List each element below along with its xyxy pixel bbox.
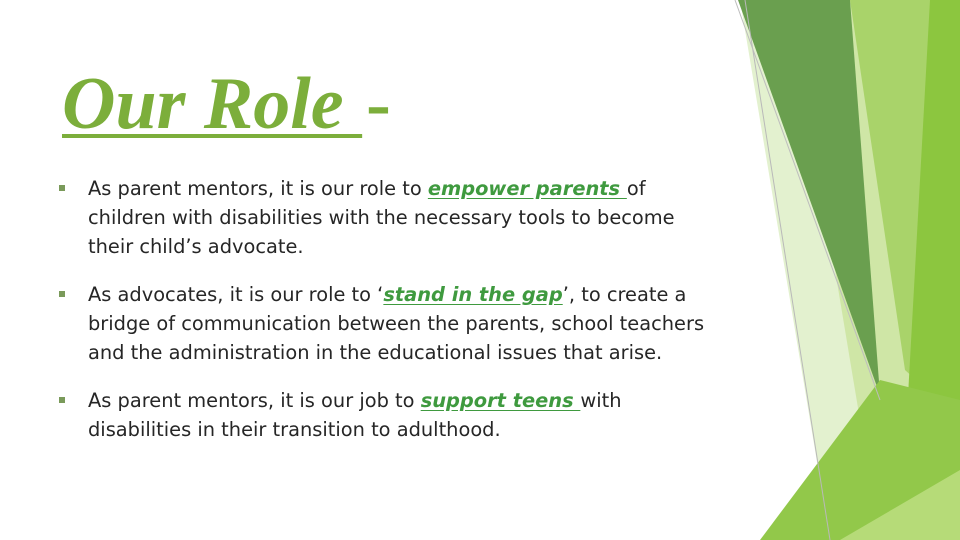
- square-bullet-icon: [59, 397, 65, 403]
- square-bullet-icon: [59, 291, 65, 297]
- bullet-text-before: As advocates, it is our role to ‘: [88, 283, 384, 306]
- bullet-list: [57, 174, 717, 463]
- bullet-emphasis: stand in the gap: [383, 283, 563, 306]
- bullet-text-before: As parent mentors, it is our job to: [88, 389, 421, 412]
- bullet-emphasis: support teens: [420, 389, 581, 412]
- bullet-text-before: As parent mentors, it is our role to: [88, 177, 428, 200]
- square-bullet-icon: [59, 185, 65, 191]
- bullet-item: [57, 386, 717, 444]
- bullet-item: [57, 174, 717, 261]
- bullet-emphasis: empower parents: [427, 177, 627, 200]
- title-dash: -: [366, 63, 391, 145]
- bullet-item: [57, 280, 717, 367]
- bullet-text-after: of children with disabilities with the necessary tools to become their child’s advocate.: [88, 177, 675, 258]
- bullet-text-after: ’, to create a bridge of communication between the parents, school teachers and the administration in the educational issues that arise.: [88, 283, 705, 364]
- slide-title: [62, 64, 391, 144]
- bullet-text-after: with disabilities in their transition to adulthood.: [88, 389, 622, 441]
- title-text: Our Role: [62, 63, 363, 145]
